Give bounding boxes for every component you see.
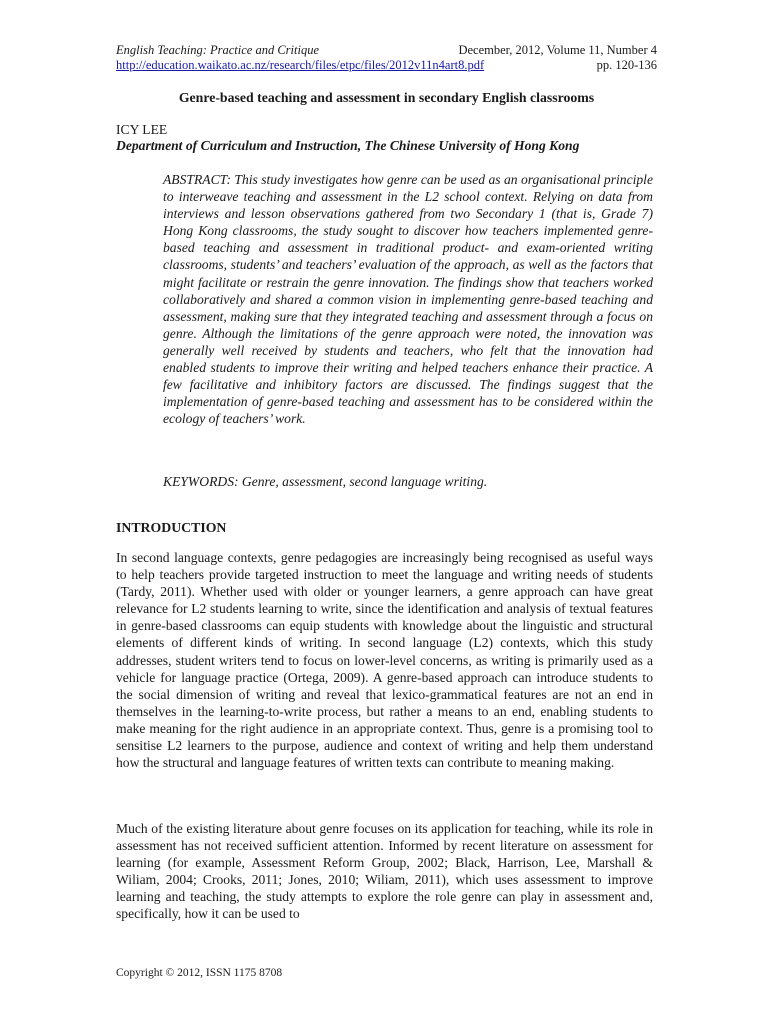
abstract: ABSTRACT: This study investigates how genre can be used as an organisational principle to interweave teaching and assessment in the L2 school context. Relying on data from interviews and lesson observations gathered from two Secondary 1 (that is, Grade 7) Hong Kong classrooms, the study sought to discover how teachers implemented genre-based teaching and assessment in traditional product- and exam-oriented writing classrooms, students’ and teachers’ evaluation of the approach, as well as the factors that might facilitate or restrain the genre innovation. The findings show that teachers worked collaboratively and shared a common vision in implementing genre-based teaching and assessment, making sure that they integrated teaching and assessment through a focus on genre. Although the limitations of the genre approach were noted, the innovation was generally well received by students and teachers, who felt that the innovation had enabled students to improve their writing and helped teachers enhance their practice. A few facilitative and inhibitory factors are discussed. The findings suggest that the implementation of genre-based teaching and assessment has to be considered within the ecology of teachers’ work. xyxy=(163,172,653,427)
copyright-footer: Copyright © 2012, ISSN 1175 8708 xyxy=(116,967,283,979)
article-title: Genre-based teaching and assessment in secondary English classrooms xyxy=(178,90,595,105)
body-paragraph: Much of the existing literature about genre focuses on its application for teaching, while its role in assessment has not received sufficient attention. Informed by recent literature on assessment for learning (for example, Assessment Reform Group, 2002; Black, Harrison, Lee, Marshall & Wiliam, 2004; Crooks, 2011; Jones, 2010; Wiliam, 2011), which uses assessment to improve learning and teaching, the study attempts to explore the role genre can play in assessment and, specifically, how it can be used to xyxy=(116,821,653,922)
issue-info: December, 2012, Volume 11, Number 4 xyxy=(458,43,657,57)
author-affiliation: Department of Curriculum and Instruction, The Chinese University of Hong Kong xyxy=(116,138,580,153)
journal-name: English Teaching: Practice and Critique xyxy=(116,43,319,57)
author-name: ICY LEE xyxy=(116,122,168,137)
article-url-link[interactable]: http://education.waikato.ac.nz/research/files/etpc/files/2012v11n4art8.pdf xyxy=(116,58,485,72)
keywords: KEYWORDS: Genre, assessment, second language writing. xyxy=(163,474,488,489)
body-paragraph: In second language contexts, genre pedagogies are increasingly being recognised as useful ways to help teachers provide targeted instruction to meet the language and writing needs of students (Tardy, 2011). Whether used with older or younger learners, a genre approach can have great relevance for L2 students learning to write, since the identification and analysis of textual features in genre-based classrooms can equip students with knowledge about the linguistic and structural elements of different kinds of writing. In second language (L2) contexts, which this study addresses, student writers tend to focus on lower-level concerns, as writing is primarily used as a vehicle for language practice (Ortega, 2009). A genre-based approach can introduce students to the social dimension of writing and reveal that lexico-grammatical features are not an end in themselves in the learning-to-write process, but rather a means to an end, enabling students to make meaning for the right audience in an appropriate context. Thus, genre is a promising tool to sensitise L2 learners to the purpose, audience and context of writing and help them understand how the structural and language features of written texts can contribute to meaning making. xyxy=(116,550,653,771)
page-range: pp. 120-136 xyxy=(596,58,657,72)
section-heading: INTRODUCTION xyxy=(116,520,227,535)
